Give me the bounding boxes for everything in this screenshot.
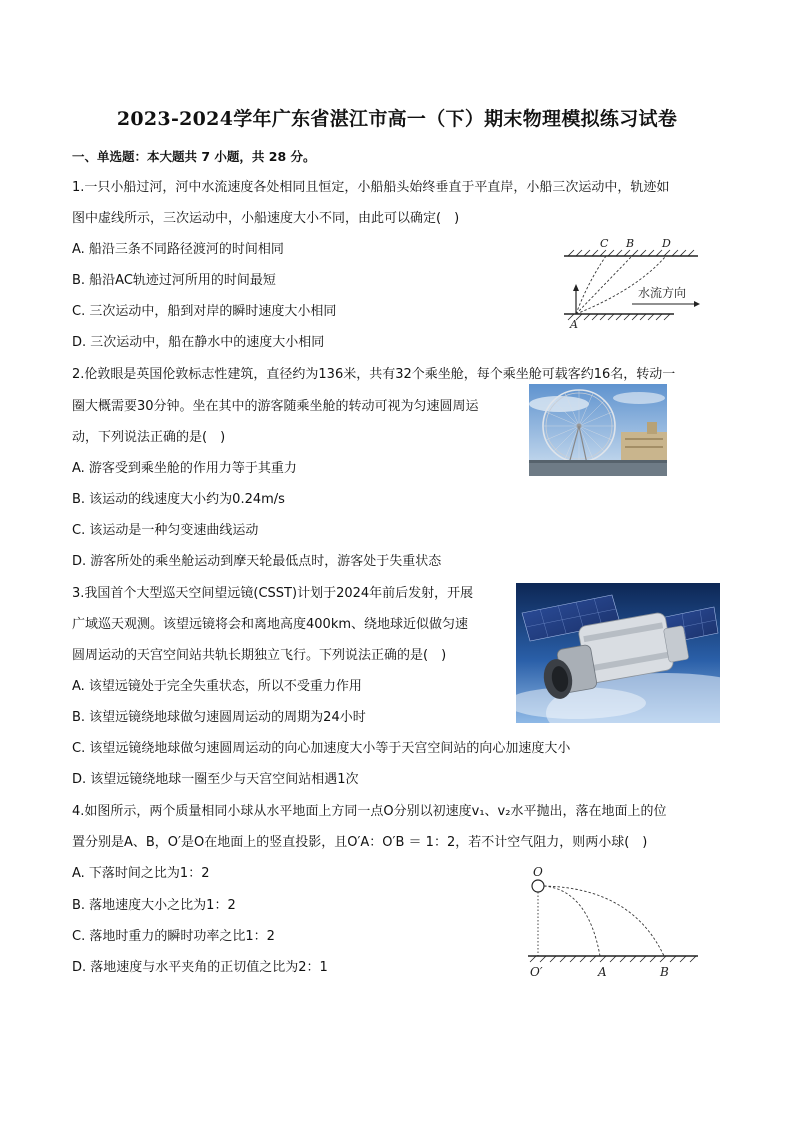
label-o: O: [533, 865, 543, 879]
river-crossing-diagram: [556, 234, 706, 330]
q1-option-d: D. 三次运动中，船在静水中的速度大小相同: [72, 335, 325, 350]
q3-line-3: 圆周运动的天宫空间站共轨长期独立飞行。下列说法正确的是( ): [72, 648, 447, 663]
label-a: A: [598, 965, 607, 979]
q1-line-2: 图中虚线所示，三次运动中，小船速度大小不同，由此可以确定( ): [72, 211, 460, 226]
label-d: D: [662, 237, 671, 250]
q4-option-b: B. 落地速度大小之比为1：2: [72, 898, 236, 913]
projectile-diagram: [522, 836, 704, 980]
q4-line-1: 4.如图所示，两个质量相同小球从水平地面上方同一点O分别以初速度v₁、v₂水平抛出，落在地面上的位: [72, 804, 667, 819]
q2-line-2: 圈大概需要30分钟。坐在其中的游客随乘坐舱的转动可视为匀速圆周运: [72, 399, 479, 414]
q4-option-c: C. 落地时重力的瞬时功率之比1：2: [72, 929, 275, 944]
q1-option-b: B. 船沿AC轨迹过河所用的时间最短: [72, 273, 276, 288]
section-heading: 一、单选题：本大题共 7 小题，共 28 分。: [72, 149, 316, 164]
q4-line-2: 置分别是A、B，O′是O在地面上的竖直投影，且O′A：O′B ＝ 1：2，若不计空气阻力，则两小球( ): [72, 835, 648, 850]
q2-line-3: 动，下列说法正确的是( ): [72, 430, 226, 445]
q1-line-1: 1.一只小船过河，河中水流速度各处相同且恒定，小船船头始终垂直于平直岸，小船三次运动中，轨迹如: [72, 180, 670, 195]
q3-option-c: C. 该望远镜绕地球做匀速圆周运动的向心加速度大小等于天宫空间站的向心加速度大小: [72, 741, 571, 756]
space-telescope-photo: [516, 583, 720, 723]
exam-title: 2023-2024学年广东省湛江市高一（下）期末物理模拟练习试卷: [116, 108, 678, 130]
q4-option-d: D. 落地速度与水平夹角的正切值之比为2：1: [72, 960, 328, 975]
label-b: B: [660, 965, 669, 979]
q4-option-a: A. 下落时间之比为1：2: [72, 866, 210, 881]
q3-option-a: A. 该望远镜处于完全失重状态，所以不受重力作用: [72, 679, 362, 694]
q3-option-d: D. 该望远镜绕地球一圈至少与天宫空间站相遇1次: [72, 772, 359, 787]
label-o-prime: O′: [530, 965, 543, 979]
q2-option-b: B. 该运动的线速度大小约为0.24m/s: [72, 492, 285, 507]
flow-direction-label: 水流方向: [638, 286, 687, 300]
q2-line-1: 2.伦敦眼是英国伦敦标志性建筑，直径约为136米，共有32个乘坐舱，每个乘坐舱可载客约16名，转动一: [72, 367, 676, 382]
london-eye-photo: [529, 384, 667, 476]
q2-option-a: A. 游客受到乘坐舱的作用力等于其重力: [72, 461, 297, 476]
label-a: A: [570, 318, 578, 330]
q1-option-a: A. 船沿三条不同路径渡河的时间相同: [72, 242, 284, 257]
q1-option-c: C. 三次运动中，船到对岸的瞬时速度大小相同: [72, 304, 337, 319]
q3-line-2: 广域巡天观测。该望远镜将会和离地高度400km、绕地球近似做匀速: [72, 617, 469, 632]
label-b: B: [626, 237, 635, 250]
q3-line-1: 3.我国首个大型巡天空间望远镜(CSST)计划于2024年前后发射，开展: [72, 586, 474, 601]
q2-option-d: D. 游客所处的乘坐舱运动到摩天轮最低点时，游客处于失重状态: [72, 554, 442, 569]
label-c: C: [600, 237, 609, 250]
q3-option-b: B. 该望远镜绕地球做匀速圆周运动的周期为24小时: [72, 710, 366, 725]
q2-option-c: C. 该运动是一种匀变速曲线运动: [72, 523, 259, 538]
